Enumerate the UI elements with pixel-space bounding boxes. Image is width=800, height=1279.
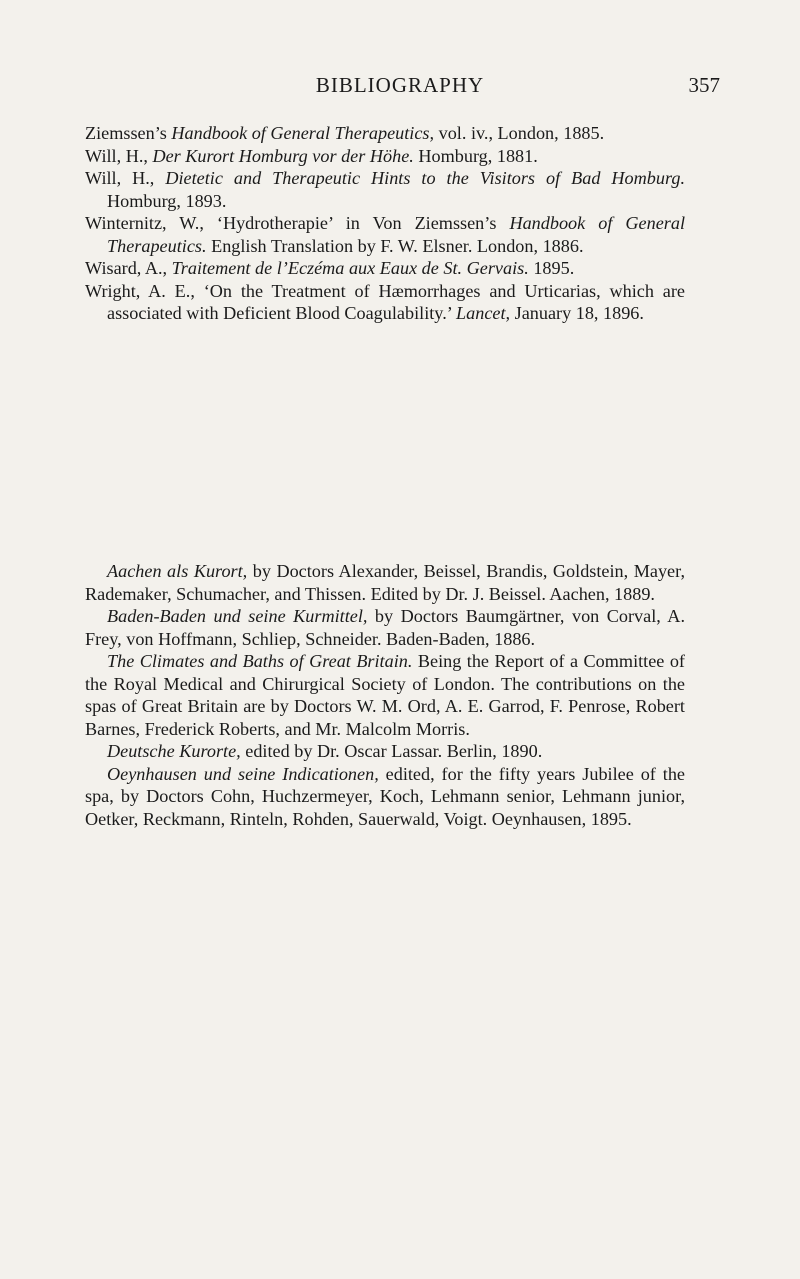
bibliography-entry: Will, H., Der Kurort Homburg vor der Höhe. Homburg, 1881.	[85, 145, 538, 166]
running-head	[80, 70, 720, 100]
spa-guide-entry: Baden-Baden und seine Kurmittel, by Doctors Baumgärtner, von Corval, A. Frey, von Hoffmann, Schliep, Schneider. Baden-Baden, 1886.	[85, 606, 685, 649]
spa-guide-entry: The Climates and Baths of Great Britain. Being the Report of a Committee of the Royal Medical and Chirurgical Society of London. The contributions on the spas of Great Britain are by Doctors W. M. Ord, A. E. Garrod, F. Penrose, Robert Barnes, Frederick Roberts, and Mr. Malcolm Morris.	[85, 651, 685, 739]
bibliography-list	[85, 122, 685, 325]
page-number: 357	[688, 73, 720, 97]
spa-guides-list	[85, 560, 685, 830]
running-title: BIBLIOGRAPHY	[315, 73, 485, 97]
bibliography-entry: Winternitz, W., ‘Hydrotherapie’ in Von Ziemssen’s Handbook of General Therapeutics. English Translation by F. W. Elsner. London, 1886.	[85, 213, 686, 256]
bibliography-entry: Ziemssen’s Handbook of General Therapeutics, vol. iv., London, 1885.	[85, 123, 605, 143]
bibliography-entry: Wright, A. E., ‘On the Treatment of Hæmorrhages and Urticarias, which are associated with Deficient Blood Coagulability.’ Lancet, January 18, 1896.	[85, 280, 685, 323]
spa-guide-entry: Oeynhausen und seine Indicationen, edited, for the fifty years Jubilee of the spa, by Doctors Cohn, Huchzermeyer, Koch, Lehmann senior, Lehmann junior, Oetker, Reckmann, Rinteln, Rohden, Sauerwald, Voigt. Oeynhausen, 1895.	[85, 763, 685, 829]
bibliography-entry: Wisard, A., Traitement de l’Eczéma aux Eaux de St. Gervais. 1895.	[85, 258, 575, 278]
spa-guide-entry: Aachen als Kurort, by Doctors Alexander, Beissel, Brandis, Goldstein, Mayer, Rademaker, Schumacher, and Thissen. Edited by Dr. J. Beissel. Aachen, 1889.	[85, 561, 685, 604]
spa-guide-entry: Deutsche Kurorte, edited by Dr. Oscar Lassar. Berlin, 1890.	[107, 741, 543, 761]
bibliography-entry: Will, H., Dietetic and Therapeutic Hints to the Visitors of Bad Homburg. Homburg, 1893.	[85, 168, 685, 211]
